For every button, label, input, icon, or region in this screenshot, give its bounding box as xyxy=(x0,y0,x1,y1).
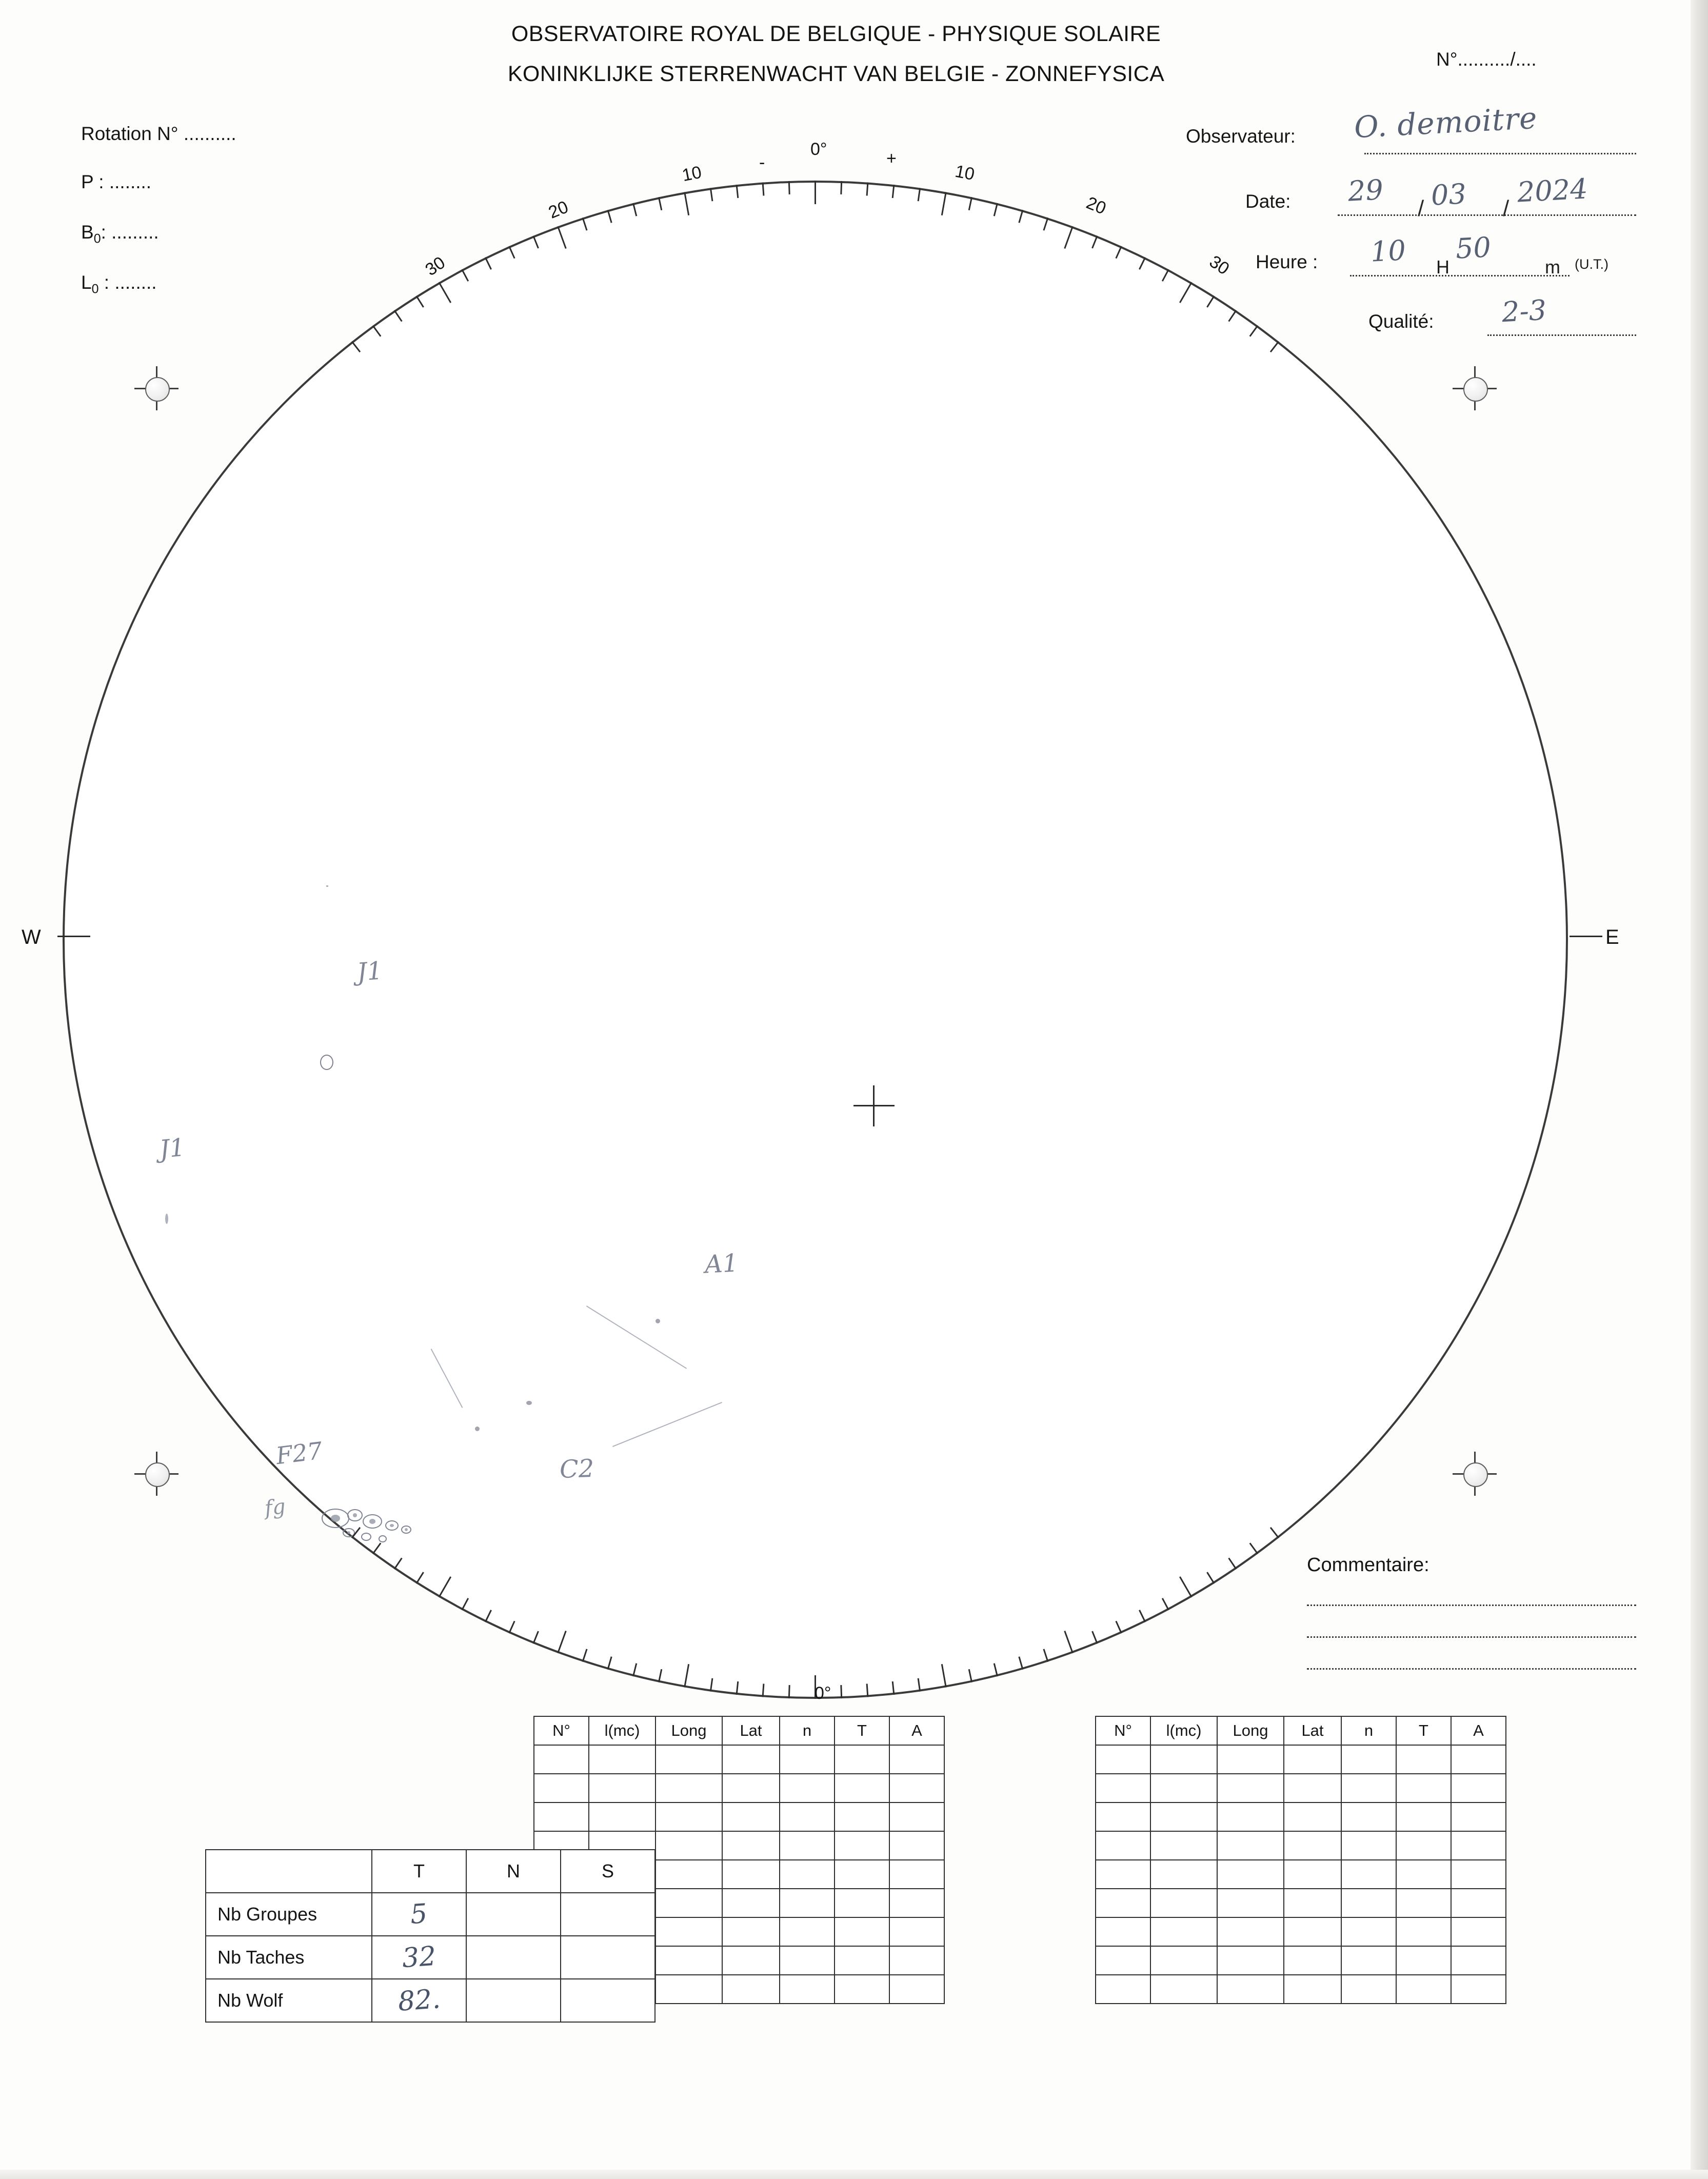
annotation-group-scribble: fg xyxy=(263,1495,287,1520)
table-cell[interactable] xyxy=(656,1975,722,2004)
table-cell[interactable] xyxy=(722,1774,780,1802)
axis-label-east: E xyxy=(1605,926,1619,948)
scale-label-top-10e: 10 xyxy=(953,161,977,185)
table-cell[interactable] xyxy=(1451,1946,1506,1975)
time-dotted-rule xyxy=(1350,275,1570,276)
group-table-right[interactable] xyxy=(1095,1716,1506,2004)
table-cell[interactable] xyxy=(780,1889,835,1917)
table-cell[interactable] xyxy=(1096,1831,1150,1860)
table-cell[interactable] xyxy=(656,1889,722,1917)
col-number: N° xyxy=(1096,1716,1150,1745)
observer-value: O. demoitre xyxy=(1353,100,1538,145)
col-a: A xyxy=(1451,1716,1506,1745)
table-cell[interactable] xyxy=(889,1946,944,1975)
table-cell[interactable] xyxy=(1150,1860,1217,1889)
table-cell[interactable] xyxy=(1150,1774,1217,1802)
counts-row-label: Nb Groupes xyxy=(206,1893,372,1936)
counts-cell-s[interactable] xyxy=(561,1979,655,2022)
table-cell[interactable] xyxy=(589,1802,656,1831)
date-year-value: 2024 xyxy=(1516,172,1588,209)
page-title-nl: KONINKLIJKE STERRENWACHT VAN BELGIE - ZONNEFYSICA xyxy=(507,62,1165,86)
table-cell[interactable] xyxy=(1396,1917,1451,1946)
axis-tick-west xyxy=(57,936,90,937)
table-cell[interactable] xyxy=(1396,1774,1451,1802)
annotation-group-j1-upper: J1 xyxy=(356,956,384,987)
paper-edge-right xyxy=(1691,0,1708,2179)
axis-tick-east xyxy=(1570,936,1602,937)
counts-table[interactable] xyxy=(205,1849,656,2023)
counts-row[interactable] xyxy=(206,1936,655,1979)
comment-label: Commentaire: xyxy=(1307,1554,1429,1576)
table-cell[interactable] xyxy=(835,1975,889,2004)
table-cell[interactable] xyxy=(589,1774,656,1802)
table-cell[interactable] xyxy=(1451,1745,1506,1774)
table-cell[interactable] xyxy=(1284,1889,1341,1917)
table-row[interactable] xyxy=(1096,1860,1506,1889)
counts-handwritten-value: 82. xyxy=(396,1984,442,2017)
table-cell[interactable] xyxy=(1451,1802,1506,1831)
table-cell[interactable] xyxy=(1150,1889,1217,1917)
table-cell[interactable] xyxy=(1451,1831,1506,1860)
table-cell[interactable] xyxy=(1096,1802,1150,1831)
date-dotted-rule xyxy=(1338,214,1636,216)
col-lmc: l(mc) xyxy=(589,1716,656,1745)
disk-center-crosshair-icon xyxy=(853,1085,895,1126)
time-minute-value: 50 xyxy=(1455,231,1492,265)
table-cell[interactable] xyxy=(1341,1917,1396,1946)
table-cell[interactable] xyxy=(1341,1831,1396,1860)
table-cell[interactable] xyxy=(722,1946,780,1975)
annotation-group-c2: C2 xyxy=(559,1454,595,1484)
table-cell[interactable] xyxy=(780,1745,835,1774)
counts-cell-s[interactable] xyxy=(561,1893,655,1936)
counts-header-row xyxy=(206,1850,655,1893)
table-cell[interactable] xyxy=(889,1745,944,1774)
l0-field[interactable] xyxy=(81,272,157,296)
counts-corner-cell xyxy=(206,1850,372,1893)
table-row[interactable] xyxy=(1096,1831,1506,1860)
table-cell[interactable] xyxy=(1150,1802,1217,1831)
b0-field[interactable] xyxy=(81,222,159,246)
table-cell[interactable] xyxy=(889,1802,944,1831)
table-cell[interactable] xyxy=(1217,1860,1284,1889)
table-cell[interactable] xyxy=(722,1917,780,1946)
date-month-value: 03 xyxy=(1430,177,1467,212)
observer-label: Observateur: xyxy=(1186,126,1296,147)
quality-dotted-rule xyxy=(1487,334,1636,336)
counts-col-south: S xyxy=(561,1850,655,1893)
table-cell[interactable] xyxy=(1396,1975,1451,2004)
registration-mark-bottom-left xyxy=(134,1452,178,1496)
table-row[interactable] xyxy=(534,1802,944,1831)
observer-dotted-rule xyxy=(1364,153,1636,154)
table-cell[interactable] xyxy=(1284,1774,1341,1802)
table-cell[interactable] xyxy=(889,1831,944,1860)
counts-col-north: N xyxy=(466,1850,561,1893)
sheet-number-field[interactable]: N°........../.... xyxy=(1436,49,1537,70)
time-hour-unit: H xyxy=(1436,256,1449,278)
table-cell[interactable] xyxy=(780,1917,835,1946)
table-cell[interactable] xyxy=(1096,1889,1150,1917)
table-cell[interactable] xyxy=(1217,1975,1284,2004)
annotation-group-f27: F27 xyxy=(274,1436,324,1470)
table-cell[interactable] xyxy=(1284,1745,1341,1774)
table-cell[interactable] xyxy=(1217,1831,1284,1860)
axis-label-west: W xyxy=(22,926,41,948)
table-cell[interactable] xyxy=(1396,1831,1451,1860)
l0-prefix: L xyxy=(81,272,92,293)
table-cell[interactable] xyxy=(1284,1975,1341,2004)
scale-label-bottom-zero: 0° xyxy=(815,1683,831,1703)
table-cell[interactable] xyxy=(1341,1946,1396,1975)
scale-label-top-30e: 30 xyxy=(1205,251,1233,279)
table-cell[interactable] xyxy=(1096,1975,1150,2004)
quality-value: 2-3 xyxy=(1501,293,1547,329)
table-cell[interactable] xyxy=(1396,1802,1451,1831)
table-cell[interactable] xyxy=(722,1860,780,1889)
table-cell[interactable] xyxy=(1451,1917,1506,1946)
table-cell[interactable] xyxy=(780,1860,835,1889)
table-cell[interactable] xyxy=(1341,1745,1396,1774)
table-cell[interactable] xyxy=(656,1774,722,1802)
table-cell[interactable] xyxy=(1096,1917,1150,1946)
table-cell[interactable] xyxy=(835,1774,889,1802)
table-cell[interactable] xyxy=(835,1802,889,1831)
sunspot-group-drawing xyxy=(306,1501,460,1562)
col-n: n xyxy=(780,1716,835,1745)
table-row[interactable] xyxy=(1096,1917,1506,1946)
table-cell[interactable] xyxy=(534,1774,589,1802)
p-angle-field[interactable]: P : ........ xyxy=(81,171,152,192)
table-cell[interactable] xyxy=(1284,1860,1341,1889)
counts-cell-t[interactable] xyxy=(372,1936,466,1979)
table-cell[interactable] xyxy=(780,1802,835,1831)
table-cell[interactable] xyxy=(1217,1802,1284,1831)
table-cell[interactable] xyxy=(889,1917,944,1946)
table-cell[interactable] xyxy=(1341,1860,1396,1889)
registration-mark-top-left xyxy=(134,366,178,410)
table-cell[interactable] xyxy=(1150,1745,1217,1774)
counts-cell-t[interactable] xyxy=(372,1893,466,1936)
scale-label-top-zero: 0° xyxy=(810,140,827,159)
table-cell[interactable] xyxy=(780,1975,835,2004)
date-label: Date: xyxy=(1245,191,1291,212)
table-cell[interactable] xyxy=(722,1831,780,1860)
time-minute-unit: m xyxy=(1545,256,1560,278)
table-cell[interactable] xyxy=(1396,1889,1451,1917)
table-cell[interactable] xyxy=(1096,1946,1150,1975)
scale-label-top-20w: 20 xyxy=(546,197,571,223)
scale-label-top-plus: + xyxy=(886,149,897,168)
table-cell[interactable] xyxy=(889,1860,944,1889)
table-cell[interactable] xyxy=(1096,1745,1150,1774)
table-cell[interactable] xyxy=(1284,1802,1341,1831)
l0-suffix: : ........ xyxy=(98,272,157,293)
col-n: n xyxy=(1341,1716,1396,1745)
table-cell[interactable] xyxy=(722,1802,780,1831)
counts-cell-n[interactable] xyxy=(466,1979,561,2022)
time-label: Heure : xyxy=(1256,251,1318,272)
table-cell[interactable] xyxy=(835,1917,889,1946)
table-cell[interactable] xyxy=(1217,1946,1284,1975)
col-latitude: Lat xyxy=(722,1716,780,1745)
table-cell[interactable] xyxy=(534,1802,589,1831)
table-cell[interactable] xyxy=(1217,1889,1284,1917)
sunspot-dot xyxy=(656,1319,660,1323)
table-cell[interactable] xyxy=(780,1774,835,1802)
pencil-stroke xyxy=(431,1349,463,1408)
date-separator-2: / xyxy=(1503,196,1510,221)
col-number: N° xyxy=(534,1716,589,1745)
pencil-stroke xyxy=(612,1402,722,1447)
table-cell[interactable] xyxy=(1217,1745,1284,1774)
table-cell[interactable] xyxy=(656,1802,722,1831)
table-row[interactable] xyxy=(534,1774,944,1802)
table-row[interactable] xyxy=(534,1745,944,1774)
table-cell[interactable] xyxy=(889,1975,944,2004)
table-cell[interactable] xyxy=(1451,1889,1506,1917)
rotation-number-field[interactable]: Rotation N° .......... xyxy=(81,123,236,144)
table-cell[interactable] xyxy=(656,1946,722,1975)
time-hour-value: 10 xyxy=(1369,234,1407,268)
col-latitude: Lat xyxy=(1284,1716,1341,1745)
scale-label-top-10w: 10 xyxy=(680,162,704,186)
b0-suffix: : ......... xyxy=(101,222,159,243)
col-a: A xyxy=(889,1716,944,1745)
table-cell[interactable] xyxy=(656,1860,722,1889)
table-cell[interactable] xyxy=(656,1745,722,1774)
table-header-row xyxy=(534,1716,944,1745)
table-row[interactable] xyxy=(1096,1774,1506,1802)
table-row[interactable] xyxy=(1096,1946,1506,1975)
table-cell[interactable] xyxy=(835,1946,889,1975)
counts-cell-n[interactable] xyxy=(466,1893,561,1936)
table-cell[interactable] xyxy=(835,1831,889,1860)
table-cell[interactable] xyxy=(889,1774,944,1802)
table-row[interactable] xyxy=(1096,1802,1506,1831)
table-cell[interactable] xyxy=(1284,1831,1341,1860)
table-header-row xyxy=(1096,1716,1506,1745)
table-cell[interactable] xyxy=(1396,1860,1451,1889)
table-cell[interactable] xyxy=(722,1889,780,1917)
page-title-fr: OBSERVATOIRE ROYAL DE BELGIQUE - PHYSIQUE SOLAIRE xyxy=(511,22,1161,46)
quality-label: Qualité: xyxy=(1368,311,1434,332)
counts-cell-n[interactable] xyxy=(466,1936,561,1979)
col-t: T xyxy=(1396,1716,1451,1745)
comment-rule-3[interactable] xyxy=(1307,1668,1636,1670)
table-cell[interactable] xyxy=(1150,1831,1217,1860)
sunspot-circled xyxy=(320,1055,333,1070)
counts-row-label: Nb Wolf xyxy=(206,1979,372,2022)
table-row[interactable] xyxy=(1096,1889,1506,1917)
table-cell[interactable] xyxy=(1150,1946,1217,1975)
date-day-value: 29 xyxy=(1347,173,1384,208)
table-cell[interactable] xyxy=(1396,1745,1451,1774)
counts-row-label: Nb Taches xyxy=(206,1936,372,1979)
table-row[interactable] xyxy=(1096,1745,1506,1774)
col-lmc: l(mc) xyxy=(1150,1716,1217,1745)
table-cell[interactable] xyxy=(589,1745,656,1774)
table-cell[interactable] xyxy=(1341,1889,1396,1917)
comment-rule-2[interactable] xyxy=(1307,1636,1636,1638)
table-cell[interactable] xyxy=(1096,1860,1150,1889)
table-cell[interactable] xyxy=(1341,1975,1396,2004)
sunspot-dot xyxy=(526,1401,532,1405)
comment-rule-1[interactable] xyxy=(1307,1604,1636,1606)
table-cell[interactable] xyxy=(534,1745,589,1774)
table-cell[interactable] xyxy=(1096,1774,1150,1802)
paper-edge-bottom xyxy=(0,2170,1708,2179)
col-longitude: Long xyxy=(1217,1716,1284,1745)
table-cell[interactable] xyxy=(1150,1975,1217,2004)
counts-row[interactable] xyxy=(206,1893,655,1936)
table-cell[interactable] xyxy=(1284,1946,1341,1975)
table-cell[interactable] xyxy=(1341,1802,1396,1831)
table-cell[interactable] xyxy=(1451,1774,1506,1802)
table-cell[interactable] xyxy=(722,1975,780,2004)
table-cell[interactable] xyxy=(1451,1860,1506,1889)
table-cell[interactable] xyxy=(1451,1975,1506,2004)
counts-col-total: T xyxy=(372,1850,466,1893)
registration-mark-bottom-right xyxy=(1453,1452,1497,1496)
table-cell[interactable] xyxy=(835,1860,889,1889)
table-cell[interactable] xyxy=(780,1831,835,1860)
col-t: T xyxy=(835,1716,889,1745)
annotation-group-j1-west: J1 xyxy=(158,1133,187,1164)
sunspot-dot xyxy=(165,1214,168,1224)
counts-handwritten-value: 32 xyxy=(401,1940,438,1974)
table-cell[interactable] xyxy=(835,1889,889,1917)
table-cell[interactable] xyxy=(835,1745,889,1774)
counts-cell-s[interactable] xyxy=(561,1936,655,1979)
table-cell[interactable] xyxy=(1396,1946,1451,1975)
table-cell[interactable] xyxy=(1217,1917,1284,1946)
table-cell[interactable] xyxy=(889,1889,944,1917)
scale-label-top-minus: - xyxy=(759,153,765,172)
table-row[interactable] xyxy=(1096,1975,1506,2004)
time-ut-note: (U.T.) xyxy=(1575,256,1608,272)
counts-handwritten-value: 5 xyxy=(409,1898,429,1931)
table-cell[interactable] xyxy=(722,1745,780,1774)
pencil-stroke xyxy=(326,885,328,887)
counts-row[interactable] xyxy=(206,1979,655,2022)
table-cell[interactable] xyxy=(780,1946,835,1975)
table-cell[interactable] xyxy=(1150,1917,1217,1946)
b0-subscript: 0 xyxy=(93,231,101,246)
table-cell[interactable] xyxy=(1217,1774,1284,1802)
annotation-group-a1: A1 xyxy=(704,1249,739,1279)
solar-disk[interactable] xyxy=(63,181,1568,1699)
counts-cell-t[interactable] xyxy=(372,1979,466,2022)
table-cell[interactable] xyxy=(656,1831,722,1860)
table-cell[interactable] xyxy=(656,1917,722,1946)
pencil-stroke xyxy=(586,1305,687,1369)
table-cell[interactable] xyxy=(1284,1917,1341,1946)
col-longitude: Long xyxy=(656,1716,722,1745)
scale-label-top-20e: 20 xyxy=(1083,193,1109,219)
l0-subscript: 0 xyxy=(91,282,99,296)
b0-prefix: B xyxy=(81,222,94,243)
registration-mark-top-right xyxy=(1453,366,1497,410)
scale-label-top-30w: 30 xyxy=(422,252,449,280)
date-separator-1: / xyxy=(1418,196,1424,221)
table-cell[interactable] xyxy=(1341,1774,1396,1802)
sunspot-dot xyxy=(475,1427,480,1431)
